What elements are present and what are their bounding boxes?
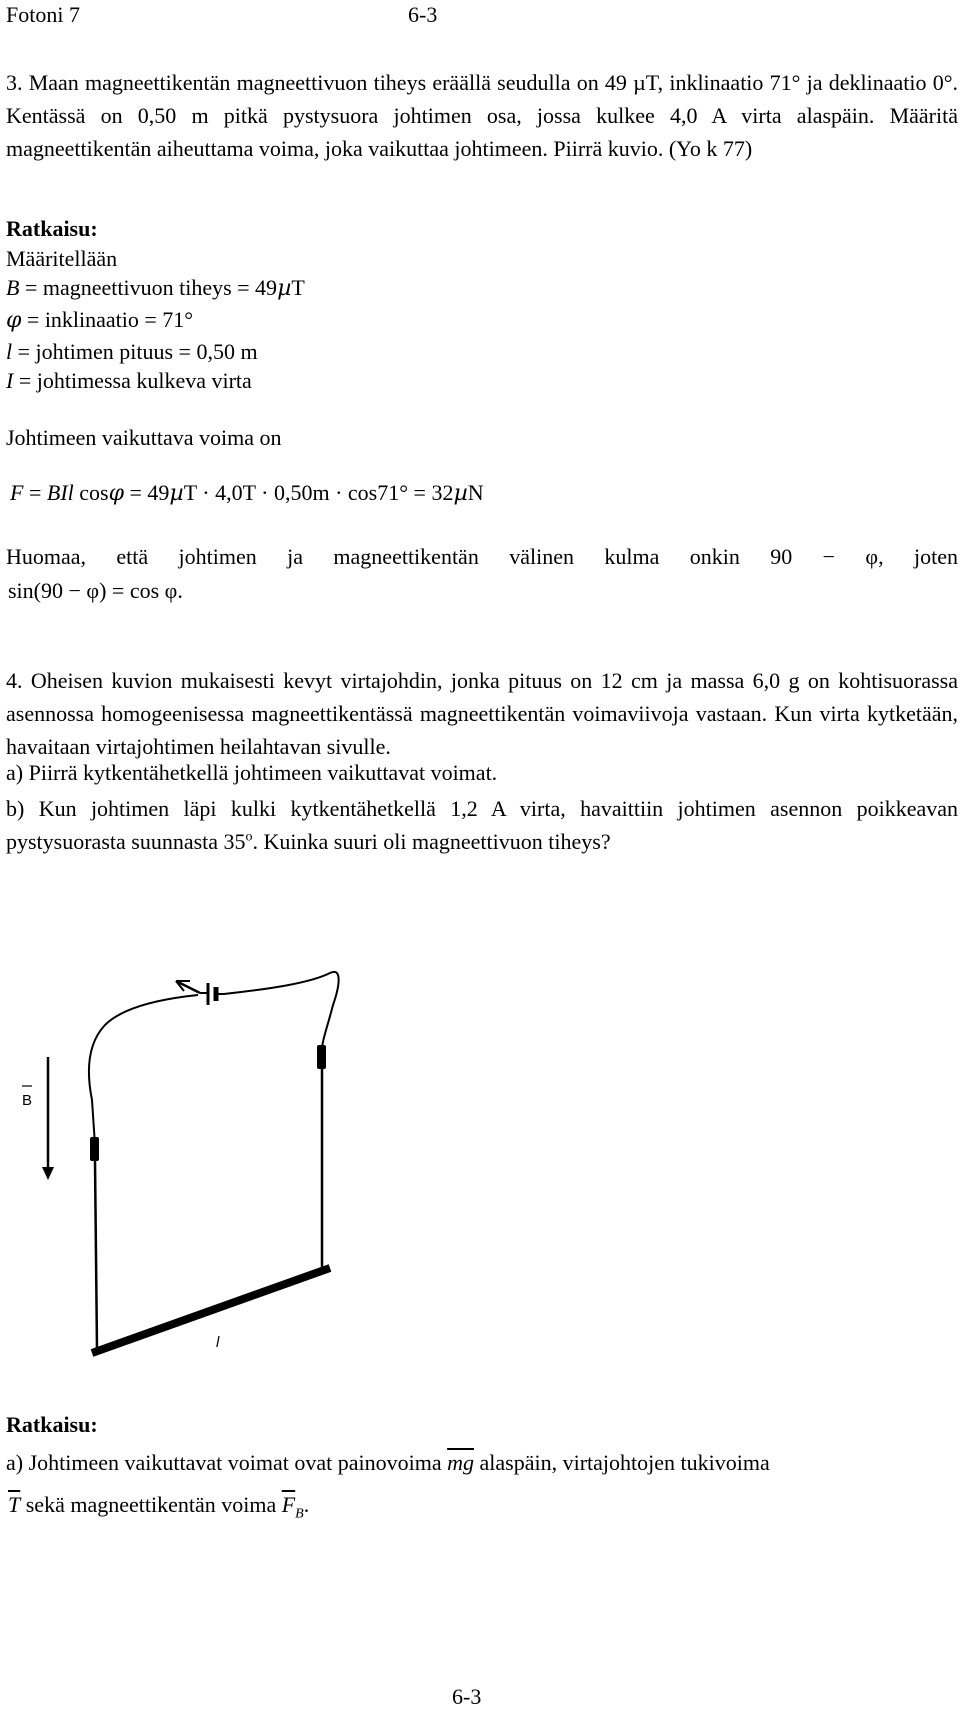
field-arrow-head	[42, 1167, 54, 1180]
definition-B: B = magneettivuon tiheys = 49µT	[6, 275, 305, 301]
problem-4-solution-heading: Ratkaisu:	[6, 1412, 98, 1437]
problem-4-text: 4. Oheisen kuvion mukaisesti kevyt virtajohdin, jonka pituus on 12 cm ja massa 6,0 g on kohtisuorassa asennossa homogeenisessa magneettikentässä magneettikentän voimaviivoja vastaan. Kun virta kytketään, havaitaan virtajohtimen heilahtavan sivulle.	[6, 668, 958, 759]
header-right: 6-3	[408, 2, 438, 27]
definition-l: l = johtimen pituus = 0,50 m	[6, 339, 258, 364]
problem-4-part-a: a) Piirrä kytkentähetkellä johtimeen vaikuttavat voimat.	[6, 760, 498, 785]
conductor-rod	[92, 1268, 330, 1353]
angle-note-line-1: Huomaa, että johtimen ja magneettikentän välinen kulma onkin 90 − φ, joten	[6, 544, 958, 569]
clamp-left	[90, 1137, 99, 1161]
weight-force-vector: $\overline{mg}$	[447, 1450, 474, 1475]
answer-a-line-2: $\overline{T}$ sekä magneettikentän voima $\overline{F}_B$.	[8, 1492, 310, 1522]
magnetic-force-vector: $\overline{F}$	[281, 1492, 296, 1517]
problem-3-text: 3. Maan magneettikentän magneettivuon tiheys eräällä seudulla on 49 µT, inklinaatio 71° ja deklinaatio 0°. Kentässä on 0,50 m pitkä pystysuora johtimen osa, jossa kulkee 4,0 A virta alaspäin. Määritä magneettikentän aiheuttama voima, joka vaikuttaa johtimeen. Piirrä kuvio. (Yo k 77)	[6, 70, 958, 161]
symbol-B: B	[6, 275, 20, 300]
force-intro: Johtimeen vaikuttava voima on	[6, 425, 282, 450]
hanging-wire-left	[95, 1161, 97, 1350]
wire-right	[224, 972, 339, 1055]
switch-and-battery	[176, 981, 224, 1005]
angle-note-line-2: sin(90 − φ) = cos φ.	[8, 578, 183, 603]
definition-I: I = johtimessa kulkeva virta	[6, 368, 252, 393]
symbol-phi: φ	[6, 308, 22, 333]
field-label: B	[22, 1092, 33, 1109]
footer-page-number: 6-3	[452, 1684, 482, 1709]
symbol-I: I	[6, 368, 14, 393]
tension-vector: $\overline{T}$	[8, 1492, 21, 1517]
wire-left	[89, 995, 198, 1145]
problem-4-part-b: b) Kun johtimen läpi kulki kytkentähetkellä 1,2 A virta, havaittiin johtimen asennon poikkeavan pystysuorasta suunnasta 35$^o$. Kuinka suuri oli magneettivuon tiheys?	[6, 796, 958, 854]
clamp-right	[317, 1045, 326, 1069]
definitions-intro: Määritellään	[6, 246, 118, 271]
definition-phi: φ = inklinaatio = 71°	[6, 307, 194, 333]
circuit-figure	[0, 945, 400, 1365]
header-left: Fotoni 7	[6, 2, 80, 27]
rod-length-label: l	[216, 1334, 220, 1351]
force-formula: F = BIl cosφ = 49µT · 4,0T · 0,50m · cos71° = 32µN	[10, 480, 484, 506]
answer-a-line-1: a) Johtimeen vaikuttavat voimat ovat painovoima $\overline{mg}$ alaspäin, virtajohtojen tukivoima	[6, 1450, 770, 1475]
problem-3-solution-heading: Ratkaisu:	[6, 216, 98, 241]
symbol-l: l	[6, 339, 13, 364]
